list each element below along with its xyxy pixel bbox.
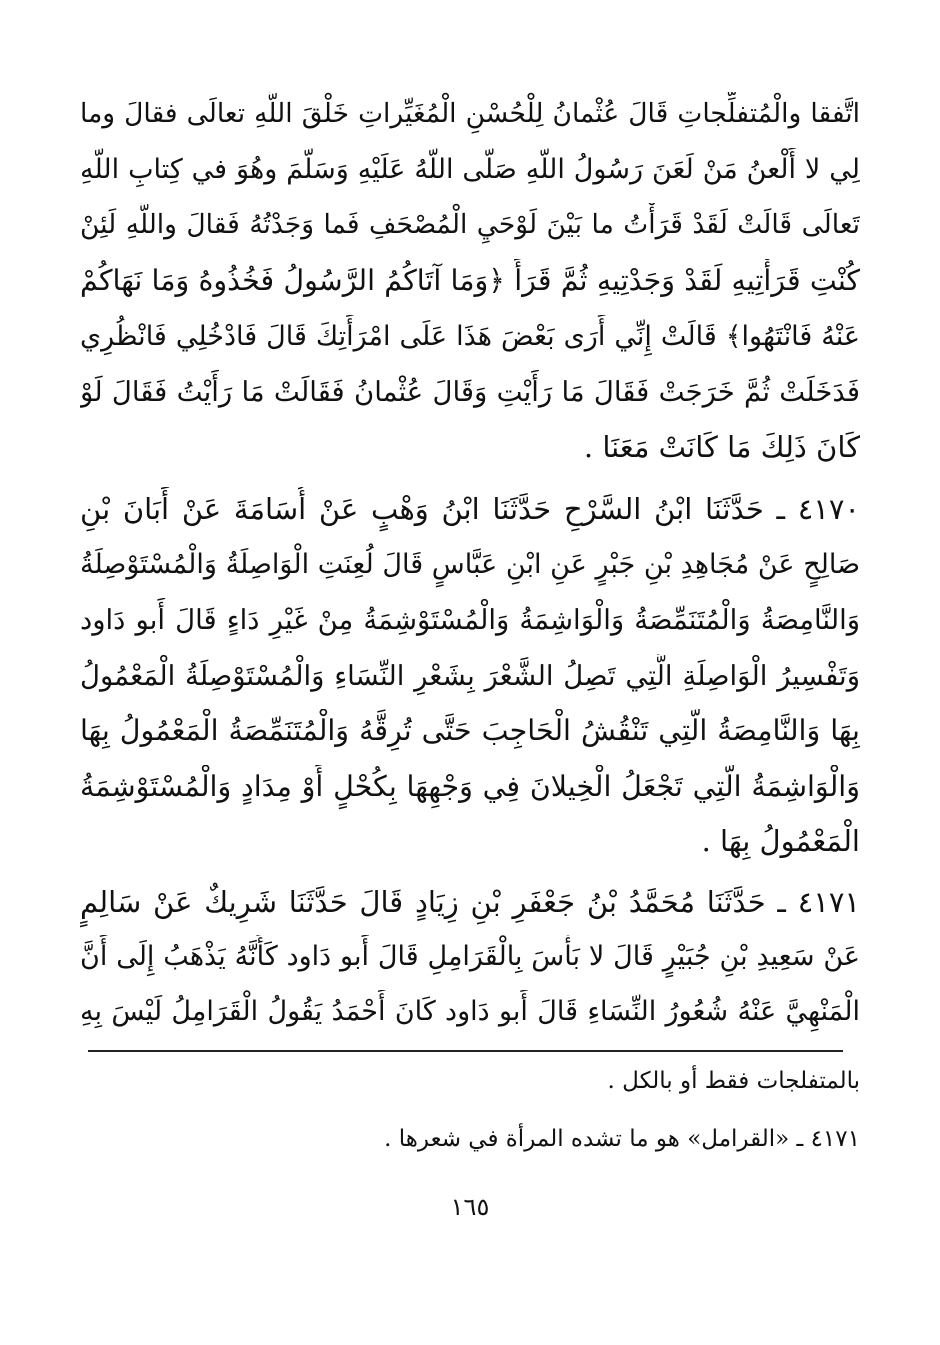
text-line: اتَّفقا والْمُتفلِّجاتِ قَالَ عُثْمانُ لِلْحُسْنِ الْمُغَيِّراتِ خَلْقَ اللَّهِ تعالَى فقالَ وما bbox=[80, 98, 860, 129]
text-line: وَالنَّامِصَةُ وَالْمُتَنَمِّصَةُ وَالْوَاشِمَةُ وَالْمُسْتَوْشِمَةُ مِنْ غَيْرِ دَاءٍ قَالَ أَبو دَاود bbox=[80, 604, 860, 636]
text-line: كُنْتِ قَرَأْتِيهِ لَقَدْ وَجَدْتِيهِ ثُمَّ قَرَأَ ﴿وَمَا آتَاكُمُ الرَّسُولُ فَخُذُوهُ وَمَا نَهَاكُمْ bbox=[80, 264, 860, 297]
page-number: ١٦٥ bbox=[450, 1193, 490, 1221]
text-line: فَدَخَلَتْ ثُمَّ خَرَجَتْ فَقَالَ مَا رَأَيْتِ وَقَالَ عُثْمانُ فَقَالَتْ مَا رَأَيْتُ فَقَالَ لَوْ bbox=[80, 376, 860, 408]
text-line: كَانَ ذَلِكَ مَا كَانَتْ مَعَنَا . bbox=[583, 430, 860, 464]
text-line: وَالْوَاشِمَةُ الَّتِي تَجْعَلُ الْخِيلانَ فِي وَجْهِهَا بِكُحْلٍ أَوْ مِدَادٍ وَالْمُسْتَوْشِمَةُ bbox=[80, 770, 860, 803]
text-line: وَتَفْسِيرُ الْوَاصِلَةِ الَّتِي تَصِلُ الشَّعْرَ بِشَعْرِ النِّسَاءِ وَالْمُسْتَوْصِلَةُ الْمَعْمُولُ bbox=[80, 660, 860, 692]
text-line: عَنْهُ فَانْتَهُوا﴾ قَالَتْ إِنِّي أَرَى بَعْضَ هَذَا عَلَى امْرَأَتِكَ قَالَ فَادْخُلِي فَانْظُرِي bbox=[80, 321, 860, 352]
text-line: الْمَنْهِيَّ عَنْهُ شُعُورُ النِّسَاءِ قَالَ أَبو دَاود كَانَ أَحْمَدُ يَقُولُ الْقَرَامِلُ لَيْسَ بِهِ bbox=[80, 996, 860, 1027]
text-line: بِهَا وَالنَّامِصَةُ الَّتِي تَنْقُشُ الْحَاجِبَ حَتَّى تُرِقَّهُ وَالْمُتَنَمِّصَةُ الْمَعْمُولُ بِهَا bbox=[80, 714, 860, 747]
text-line: عَنْ سَعِيدِ بْنِ جُبَيْرٍ قَالَ لا بَأْسَ بِالْقَرَامِلِ قَالَ أَبو دَاود كَأَنَّهُ يَذْهَبُ إِلَى أَنَّ bbox=[80, 941, 860, 972]
footnote-line: ٤١٧١ ـ «القرامل» هو ما تشده المرأة في شعرها . bbox=[384, 1126, 860, 1152]
text-line: صَالِحٍ عَنْ مُجَاهِدِ بْنِ جَبْرٍ عَنِ ابْنِ عَبَّاسٍ قَالَ لُعِنَتِ الْوَاصِلَةُ وَالْمُسْتَوْصِلَةُ bbox=[80, 549, 860, 580]
footnote-divider bbox=[88, 1050, 843, 1052]
text-line: لِي لا أَلْعنُ مَنْ لَعَنَ رَسُولُ اللَّهِ صَلَّى اللَّهُ عَلَيْهِ وَسَلَّمَ وهُوَ في كِتابِ اللَّهِ bbox=[80, 154, 860, 185]
hadith-4171-first-line: ٤١٧١ ـ حَدَّثَنَا مُحَمَّدُ بْنُ جَعْفَرِ بْنِ زِيَادٍ قَالَ حَدَّثَنَا شَرِيكٌ عَنْ سَالِمٍ bbox=[80, 885, 860, 919]
footnote-line: بالمتفلجات فقط أو بالكل . bbox=[607, 1068, 860, 1094]
hadith-4170-first-line: ٤١٧٠ ـ حَدَّثَنَا ابْنُ السَّرْحِ حَدَّثَنَا ابْنُ وَهْبٍ عَنْ أُسَامَةَ عَنْ أَبَانَ بْنِ bbox=[80, 492, 860, 526]
text-line: الْمَعْمُولُ بِهَا . bbox=[701, 824, 860, 858]
text-line: تَعالَى قَالَتْ لَقَدْ قَرَأْتُ ما بَيْنَ لَوْحَيِ الْمُصْحَفِ فَما وَجَدْتُهُ فَقالَ واللَّهِ لَئِنْ bbox=[80, 209, 860, 240]
